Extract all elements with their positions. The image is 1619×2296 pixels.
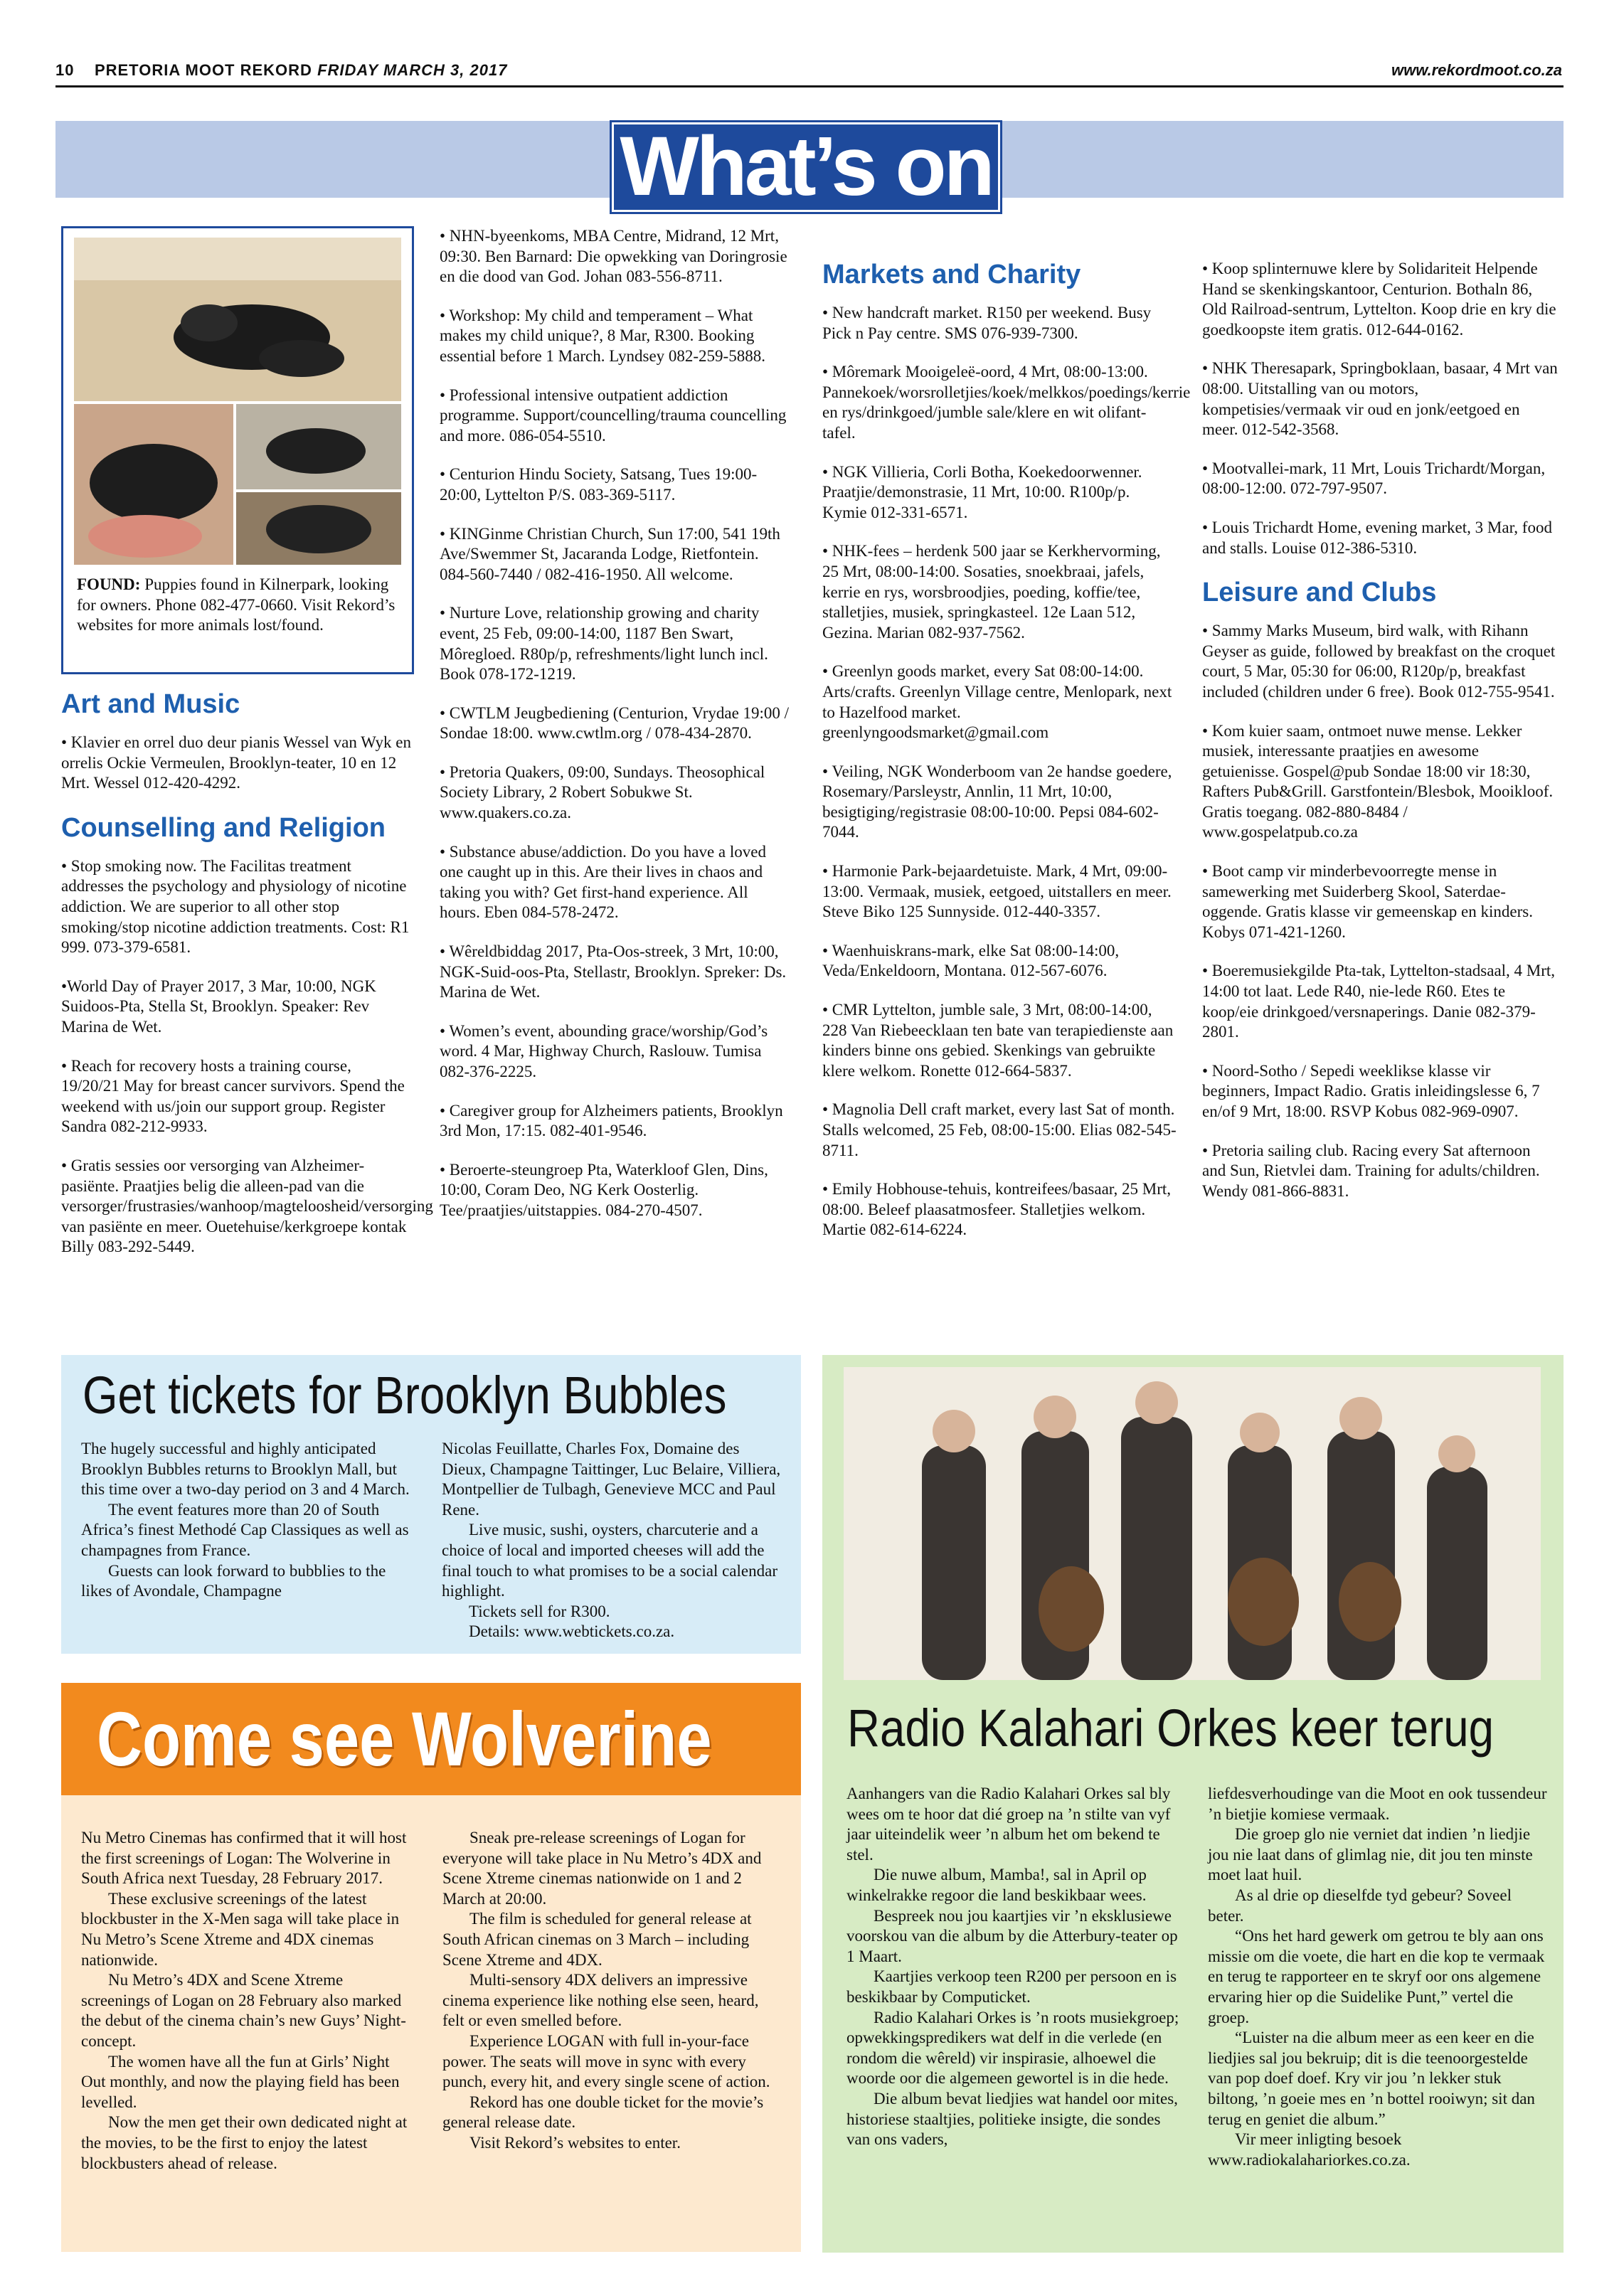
column-4 bbox=[1202, 226, 1558, 1201]
paragraph: Kaartjies verkoop teen R200 per persoon en is beskikbaar by Computicket. bbox=[846, 1967, 1177, 2006]
list-item: • Emily Hobhouse-tehuis, kontreifees/basaar, 25 Mrt, 08:00. Beleef plaasatmosfeer. Stalletjies welkom. Martie 082-614-6224. bbox=[822, 1180, 1172, 1239]
list-item: • New handcraft market. R150 per weekend. Busy Pick n Pay centre. SMS 076-939-7300. bbox=[822, 304, 1152, 342]
paragraph: The film is scheduled for general release at South African cinemas on 3 March – including Scene Xtreme and 4DX. bbox=[442, 1910, 752, 1969]
list-item: • Beroerte-steungroep Pta, Waterkloof Glen, Dins, 10:00, Coram Deo, NG Kerk Oosterlig. Tee/praatjies/uitstappies. 084-270-4507. bbox=[440, 1160, 768, 1219]
list-item: • Magnolia Dell craft market, every last Sat of month. Stalls welcomed, 25 Feb, 08:00-15:00. Elias 082-545-8711. bbox=[822, 1100, 1177, 1159]
story-column-right bbox=[1208, 1784, 1549, 2170]
heading-art-music: Art and Music bbox=[61, 689, 240, 719]
paragraph: Experience LOGAN with full in-your-face power. The seats will move in sync with every punch, every hit, and every single scene of action. bbox=[442, 2031, 770, 2091]
list-item: • Substance abuse/addiction. Do you have a loved one caught up in this. Are their lives in chaos and taking you with? Get first-hand experience. All hours. Eben 084-578-2472. bbox=[440, 842, 766, 922]
list-item: • Pretoria sailing club. Racing every Sat afternoon and Sun, Rietvlei dam. Training for adults/children. Wendy 081-866-8831. bbox=[1202, 1141, 1540, 1200]
paragraph: Nu Metro Cinemas has confirmed that it will host the first screenings of Logan: The Wolverine in South Africa next Tuesday, 28 February 2017. bbox=[81, 1829, 407, 1888]
paragraph: Details: www.webtickets.co.za. bbox=[469, 1622, 675, 1641]
story-title: Come see Wolverine bbox=[97, 1696, 712, 1782]
list-item: • Reach for recovery hosts a training course, 19/20/21 May for breast cancer survivors. Spend the weekend with us/join our support group. Register Sandra 082-212-9933. bbox=[61, 1056, 405, 1136]
list-item: • Wêreldbiddag 2017, Pta-Oos-streek, 3 Mrt, 10:00, NGK-Suid-oos-Pta, Stellastr, Brooklyn. Spreker: Ds. Marina de Wet. bbox=[440, 942, 787, 1001]
list-item: • Pretoria Quakers, 09:00, Sundays. Theosophical Society Library, 2 Robert Sobukwe St. www.quakers.co.za. bbox=[440, 762, 765, 822]
list-item: • Professional intensive outpatient addiction programme. Support/councelling/trauma councelling and more. 086-054-5510. bbox=[440, 386, 787, 445]
list-item: • Louis Trichardt Home, evening market, 3 Mar, food and stalls. Louise 012-386-5310. bbox=[1202, 518, 1552, 557]
list-item: • CWTLM Jeugbediening (Centurion, Vrydae 19:00 / Sondae 18:00. www.cwtlm.org / 078-434-2870. bbox=[440, 703, 790, 743]
paragraph: The women have all the fun at Girls’ Night Out monthly, and now the playing field has been levelled. bbox=[81, 2052, 400, 2111]
list-item: • Nurture Love, relationship growing and charity event, 25 Feb, 09:00-14:00, 1187 Ben Swart, Môregloed. R80p/p, refreshments/light lunch incl. Book 078-172-1219. bbox=[440, 604, 768, 684]
list-item: • Koop splinternuwe klere by Solidariteit Helpende Hand se skenkingskantoor, Centurion. Bothaln 86, Old Railroad-sentrum, Lyttelton. Koop drie en kry die goedkoopste item gratis. 012-644-0162. bbox=[1202, 260, 1556, 339]
paragraph: Die nuwe album, Mamba!, sal in April op winkelrakke regoor die land beskikbaar wees. bbox=[846, 1866, 1147, 1904]
heading-counselling-religion: Counselling and Religion bbox=[61, 812, 386, 843]
list-item: • Kom kuier saam, ontmoet nuwe mense. Lekker musiek, interessante praatjies en awesome getuienisse. Gospel@pub Sondae 18:00 vir 18:30, Rafters Pub&Grill. Garstfontein/Blesbok, Mooikloof. Gratis toegang. 082-880-8484 / www.gospelatpub.co.za bbox=[1202, 721, 1554, 841]
list-item: • Centurion Hindu Society, Satsang, Tues 19:00-20:00, Lyttelton P/S. 083-369-5117. bbox=[440, 465, 758, 504]
paragraph: Now the men get their own dedicated night at the movies, to be the first to enjoy the latest blockbusters ahead of release. bbox=[81, 2113, 408, 2172]
list-item: • Mootvallei-mark, 11 Mrt, Louis Trichardt/Morgan, 08:00-12:00. 072-797-9507. bbox=[1202, 459, 1546, 498]
paragraph: Nu Metro’s 4DX and Scene Xtreme screenings of Logan on 28 February also marked the debut of the cinema chain’s new Guys’ Night-concept. bbox=[81, 1971, 406, 2050]
list-item: • Caregiver group for Alzheimers patients, Brooklyn 3rd Mon, 17:15. 082-401-9546. bbox=[440, 1101, 783, 1140]
heading-leisure-clubs: Leisure and Clubs bbox=[1202, 578, 1437, 608]
list-item: • CMR Lyttelton, jumble sale, 3 Mrt, 08:00-14:00, 228 Van Riebeecklaan ten bate van terapiedienste aan kinders binne ons gebied. Skenkings van gebruikte klere welkom. Ronette 012-664-5837. bbox=[822, 1001, 1174, 1080]
list-item: • Klavier en orrel duo deur pianis Wessel van Wyk en orrelis Ockie Vermeulen, Brooklyn-teater, 10 en 12 Mrt. Wessel 012-420-4292. bbox=[61, 733, 411, 792]
list-item: • NGK Villieria, Corli Botha, Koekedoorwenner. Praatjie/demonstrasie, 11 Mrt, 10:00. R100p/p. Kymie 012-331-6571. bbox=[822, 462, 1142, 521]
story-column-right bbox=[442, 1828, 784, 2154]
list-item: • Stop smoking now. The Facilitas treatment addresses the psychology and physiology of nicotine addiction. We are superior to all other stop smoking/stop nicotine addiction treatments. Cost: R1 999. 073-379-6581. bbox=[61, 856, 410, 957]
column-3 bbox=[822, 226, 1191, 1240]
list-item: • Boeremusiekgilde Pta-tak, Lyttelton-stadsaal, 4 Mrt, 14:00 tot laat. Lede R40, nie-lede R60. Etes te koop/eie drinkgoed/versnaperings. Danie 082-379-2801. bbox=[1202, 962, 1556, 1041]
caption-label: FOUND: bbox=[77, 575, 141, 593]
paragraph: As al drie op dieselfde tyd gebeur? Soveel beter. bbox=[1208, 1886, 1512, 1925]
paragraph: Die album bevat liedjies wat handel oor mites, historiese staaltjies, politieke insigte, die sondes van ons vaders, bbox=[846, 2089, 1178, 2149]
list-item: • NHK-fees – herdenk 500 jaar se Kerkhervorming, 25 Mrt, 08:00-14:00. Sosaties, snoekbraai, jafels, kerrie en rys, worsbroodjies, poeding, koffie/tee, stalletjies, musiek, springkasteel. 12e Laan 512, Gezina. Marian 082-937-7562. bbox=[822, 542, 1161, 642]
story-column-right bbox=[442, 1439, 783, 1642]
list-item: • Greenlyn goods market, every Sat 08:00-14:00. Arts/crafts. Greenlyn Village centre, Menlopark, next to Hazelfood market. greenlyngoodsmarket@gmail.com bbox=[822, 662, 1172, 742]
paragraph: Live music, sushi, oysters, charcuterie and a choice of local and imported cheeses will add the final touch to what promises to be a social calendar highlight. bbox=[442, 1521, 777, 1600]
caption-text: Puppies found in Kilnerpark, looking for owners. Phone 082-477-0660. Visit Rekord’s websites for more animals lost/found. bbox=[77, 575, 396, 634]
paragraph: Bespreek nou jou kaartjies vir ’n eksklusiewe voorskou van die album by die Atterbury-teater op 1 Maart. bbox=[846, 1906, 1178, 1965]
list-item: • Workshop: My child and temperament – What makes my child unique?, 8 Mar, R300. Booking essential before 1 March. Lyndsey 082-259-5888. bbox=[440, 306, 765, 365]
list-item: • Môremark Mooigeleë-oord, 4 Mrt, 08:00-13:00. Pannekoek/worsrolletjies/koek/melkkos/poedings/kerrie en rys/drinkgoed/jumble sale/klere en wit olifant-tafel. bbox=[822, 363, 1191, 442]
list-item: • Sammy Marks Museum, bird walk, with Rihann Geyser as guide, followed by breakfast on the croquet court, 5 Mar, 05:30 for 06:00, R120p/p, breakfast included (children under 6 free). Book 012-755-9541. bbox=[1202, 622, 1556, 701]
brooklyn-bubbles-story bbox=[61, 1355, 801, 1654]
paragraph: “Ons het hard gewerk om getrou te bly aan ons missie om die voete, die hart en die kop te vermaak en terug te rapporteer en te skryf oor ons algemene ervaring hier op die Suidelike Punt,” vertel die groep. bbox=[1208, 1927, 1545, 2026]
paragraph: Sneak pre-release screenings of Logan for everyone will take place in Nu Metro’s 4DX and Scene Xtreme cinemas nationwide on 1 and 2 March at 20:00. bbox=[442, 1829, 762, 1908]
issue-date: FRIDAY MARCH 3, 2017 bbox=[317, 61, 508, 79]
list-item: • KINGinme Christian Church, Sun 17:00, 541 19th Ave/Swemmer St, Jacaranda Lodge, Rietfontein. 084-560-7440 / 082-416-1950. All welcome. bbox=[440, 524, 780, 583]
list-item: • NHN-byeenkoms, MBA Centre, Midrand, 12 Mrt, 09:30. Ben Barnard: Die opwekking van Doringrosie en die dood van God. Johan 083-556-8711. bbox=[440, 227, 787, 286]
page-header bbox=[55, 61, 507, 80]
page-number: 10 bbox=[55, 61, 75, 79]
wolverine-header bbox=[61, 1683, 801, 1795]
paragraph: Tickets sell for R300. bbox=[469, 1602, 610, 1620]
list-item: • Noord-Sotho / Sepedi weeklikse klasse vir beginners, Impact Radio. Gratis inleidingslesse 6, 7 en/of 9 Mrt, 18:00. RSVP Kobus 082-969-0907. bbox=[1202, 1061, 1540, 1120]
heading-markets-charity: Markets and Charity bbox=[822, 260, 1081, 289]
list-item: • Harmonie Park-bejaardetuiste. Mark, 4 Mrt, 09:00-13:00. Vermaak, musiek, eetgoed, uitstallers en meer. Steve Biko 125 Sunnyside. 012-440-3357. bbox=[822, 862, 1172, 921]
paragraph: Multi-sensory 4DX delivers an impressive cinema experience like nothing else seen, heard, felt or even smelled before. bbox=[442, 1971, 759, 2030]
photo-caption bbox=[77, 575, 398, 636]
paragraph: Aanhangers van die Radio Kalahari Orkes sal bly wees om te hoor dat dié groep na ’n stilte van vyf jaar uiteindelik weer ’n album het om bekend te stel. bbox=[846, 1785, 1171, 1864]
paragraph: Rekord has one double ticket for the movie’s general release date. bbox=[442, 2093, 764, 2132]
paragraph: “Luister na die album meer as een keer en die liedjies sal jou bekruip; dit is die teenoorgestelde van pop doef doef. Kry vir jou ’n lekker stuk biltong, ’n goeie mes en ’n bottel rooiwyn; sit dan terug en geniet die album.” bbox=[1208, 2029, 1535, 2128]
story-column-left bbox=[846, 1784, 1181, 2150]
list-item: • Veiling, NGK Wonderboom van 2e handse goedere, Rosemary/Parsleystr, Annlin, 11 Mrt, 10:00, besigtiging/registrasie 08:00-10:00. Pepsi 084-602-7044. bbox=[822, 762, 1172, 841]
list-item: • NHK Theresapark, Springboklaan, basaar, 4 Mrt van 08:00. Uitstalling van ou motors, kompetisies/vermaak vir oud en jonk/eetgoed en meer. 012-542-3568. bbox=[1202, 359, 1558, 439]
paragraph: Die groep glo nie verniet dat indien ’n liedjie jou nie laat dans of glimlag nie, dit jou ten minste moet laat huil. bbox=[1208, 1825, 1533, 1884]
section-title: What’s on bbox=[612, 122, 1000, 212]
paper-name: PRETORIA MOOT REKORD bbox=[94, 61, 312, 79]
puppies-photo bbox=[74, 238, 401, 565]
list-item: • Gratis sessies oor versorging van Alzheimer-pasiënte. Praatjies belig die alleen-pad van die versorger/frustrasies/wanhoop/magteloosheid/versorging van pasiënte en meer. Ouetehuise/kerkgroepe kontak Billy 083-292-5449. bbox=[61, 1156, 433, 1256]
paragraph: The hugely successful and highly anticipated Brooklyn Bubbles returns to Brooklyn Mall, but this time over a two-day period on 3 and 4 March. bbox=[81, 1440, 410, 1499]
paragraph: These exclusive screenings of the latest blockbuster in the X-Men saga will take place in Nu Metro’s Scene Xtreme and 4DX cinemas nationwide. bbox=[81, 1889, 400, 1969]
column-2 bbox=[440, 226, 790, 1221]
column-1 bbox=[61, 683, 433, 1276]
paragraph: Guests can look forward to bubblies to the likes of Avondale, Champagne bbox=[81, 1561, 386, 1600]
story-title: Radio Kalahari Orkes keer terug bbox=[847, 1699, 1495, 1758]
website-link[interactable]: www.rekordmoot.co.za bbox=[1391, 61, 1562, 79]
list-item: • Waenhuiskrans-mark, elke Sat 08:00-14:00, Veda/Enkeldoorn, Montana. 012-567-6076. bbox=[822, 941, 1120, 980]
story-column-left bbox=[81, 1828, 415, 2174]
paragraph: The event features more than 20 of South Africa’s finest Methodé Cap Classiques as well as champagnes from France. bbox=[81, 1500, 409, 1559]
paragraph: Nicolas Feuillatte, Charles Fox, Domaine des Dieux, Champagne Taittinger, Luc Belaire, Villiera, Montpellier de Tulbagh, Genevieve MCC and Paul Rene. bbox=[442, 1440, 781, 1519]
story-title: Get tickets for Brooklyn Bubbles bbox=[83, 1366, 727, 1425]
list-item: • Boot camp vir minderbevoorregte mense in samewerking met Suiderberg Skool, Saterdae-oggende. Gratis klasse vir gemeenskap en kinders. Kobys 071-421-1260. bbox=[1202, 862, 1533, 941]
band-photo bbox=[844, 1367, 1541, 1680]
list-item: • Women’s event, abounding grace/worship/God’s word. 4 Mar, Highway Church, Raslouw. Tumisa 082-376-2225. bbox=[440, 1021, 768, 1080]
paragraph: Radio Kalahari Orkes is ’n roots musiekgroep; opwekkingspredikers wat delf in die verlede (en rondom die wêreld) vir inspirasie, alhoewel die woorde oor die algemeen gewortel is in die hede. bbox=[846, 2008, 1179, 2088]
list-item: •World Day of Prayer 2017, 3 Mar, 10:00, NGK Suidoos-Pta, Stella St, Brooklyn. Speaker: Rev Marina de Wet. bbox=[61, 977, 376, 1036]
paragraph: Visit Rekord’s websites to enter. bbox=[469, 2133, 681, 2152]
paragraph: Vir meer inligting besoek www.radiokalahariorkes.co.za. bbox=[1208, 2130, 1411, 2169]
paragraph: liefdesverhoudinge van die Moot en ook tussendeur ’n bietjie komiese vermaak. bbox=[1208, 1785, 1547, 1823]
story-column-left bbox=[81, 1439, 414, 1602]
